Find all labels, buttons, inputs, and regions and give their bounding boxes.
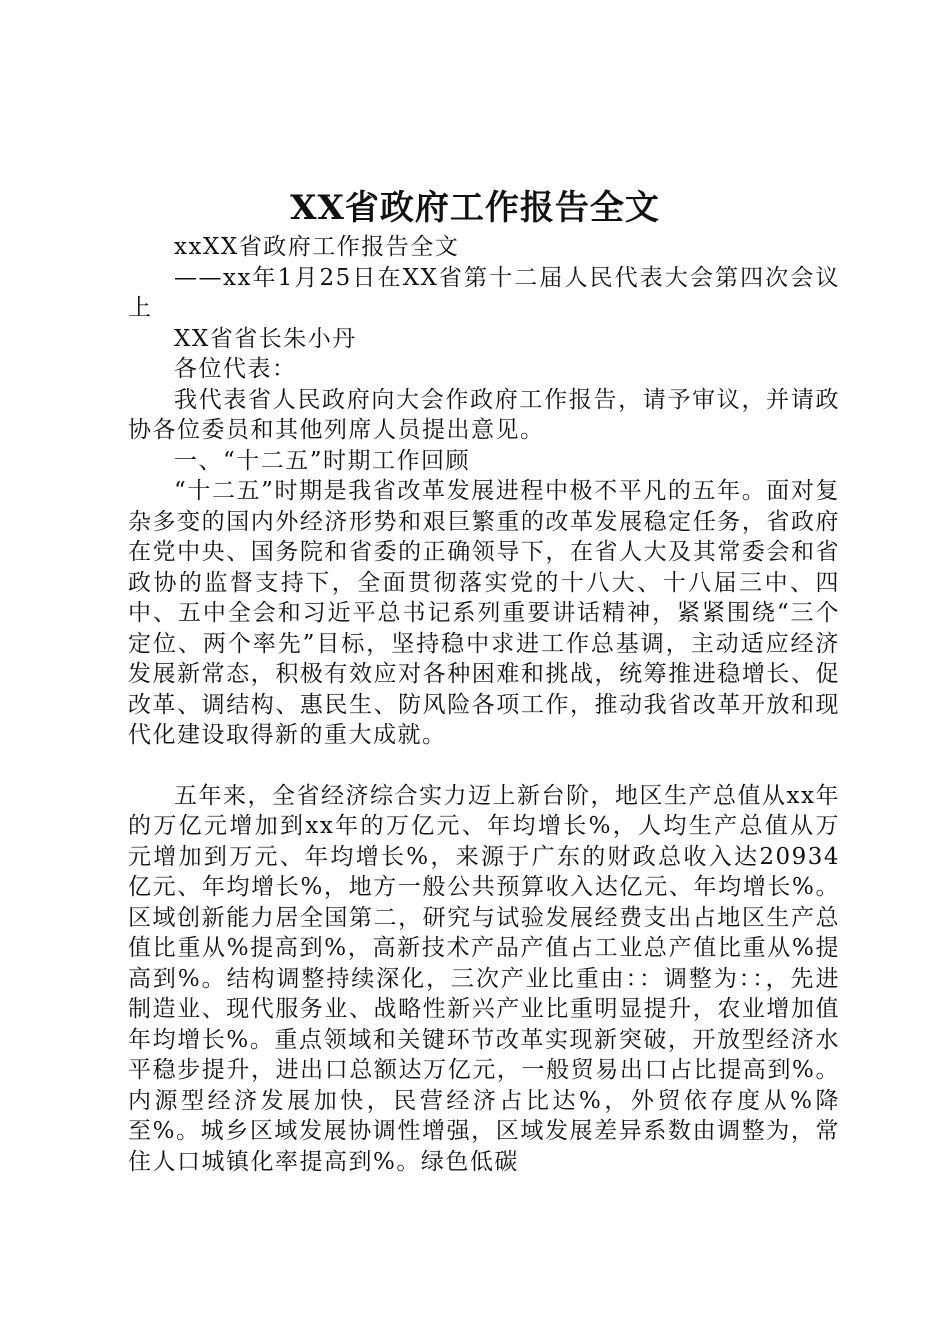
paragraph-speaker: XX省省长朱小丹	[174, 325, 357, 352]
paragraph-salutation: 各位代表：	[174, 356, 297, 382]
paragraph-subtitle: xxXX省政府工作报告全文	[174, 234, 460, 260]
paragraph-intro: 我代表省人民政府向大会作政府工作报告，请予审议，并请政协各位委员和其他列席人员提出意见。	[128, 386, 840, 443]
paragraph-achievements: 五年来，全省经济综合实力迈上新台阶，地区生产总值从xx年的万亿元增加到xx年的万亿元、年均增长%，人均生产总值从万元增加到万元、年均增长%，来源于广东的财政总收入达20934亿元、年均增长%，地方一般公共预算收入达亿元、年均增长%。区域创新能力居全国第二，研究与试验发展经费支出占地区生产总值比重从%提高到%，高新技术产品产值占工业总产值比重从%提高到%。结构调整持续深化，三次产业比重由：：调整为：：，先进制造业、现代服务业、战略性新兴产业比重明显提升，农业增加值年均增长%。重点领域和关键环节改革实现新突破，开放型经济水平稳步提升，进出口总额达万亿元，一般贸易出口占比提高到%。内源型经济发展加快，民营经济占比达%，外贸依存度从%降至%。城乡区域发展协调性增强，区域发展差异系数由调整为，常住人口城镇化率提高到%。绿色低碳	[128, 782, 840, 1175]
document-title: XX省政府工作报告全文	[290, 188, 660, 228]
section-heading: 一、“十二五”时期工作回顾	[174, 447, 471, 474]
document-body	[128, 232, 840, 1177]
paragraph-meeting-line: ——xx年1月25日在XX省第十二届人民代表大会第四次会议上	[128, 264, 840, 321]
paragraph-review: “十二五”时期是我省改革发展进程中极不平凡的五年。面对复杂多变的国内外经济形势和艰巨繁重的改革发展稳定任务，省政府在党中央、国务院和省委的正确领导下，在省人大及其常委会和省政协的监督支持下，全面贯彻落实党的十八大、十八届三中、四中、五中全会和习近平总书记系列重要讲话精神，紧紧围绕“三个定位、两个率先”目标，坚持稳中求进工作总基调，主动适应经济发展新常态，积极有效应对各种困难和挑战，统筹推进稳增长、促改革、调结构、惠民生、防风险各项工作，推动我省改革开放和现代化建设取得新的重大成就。	[128, 478, 840, 748]
